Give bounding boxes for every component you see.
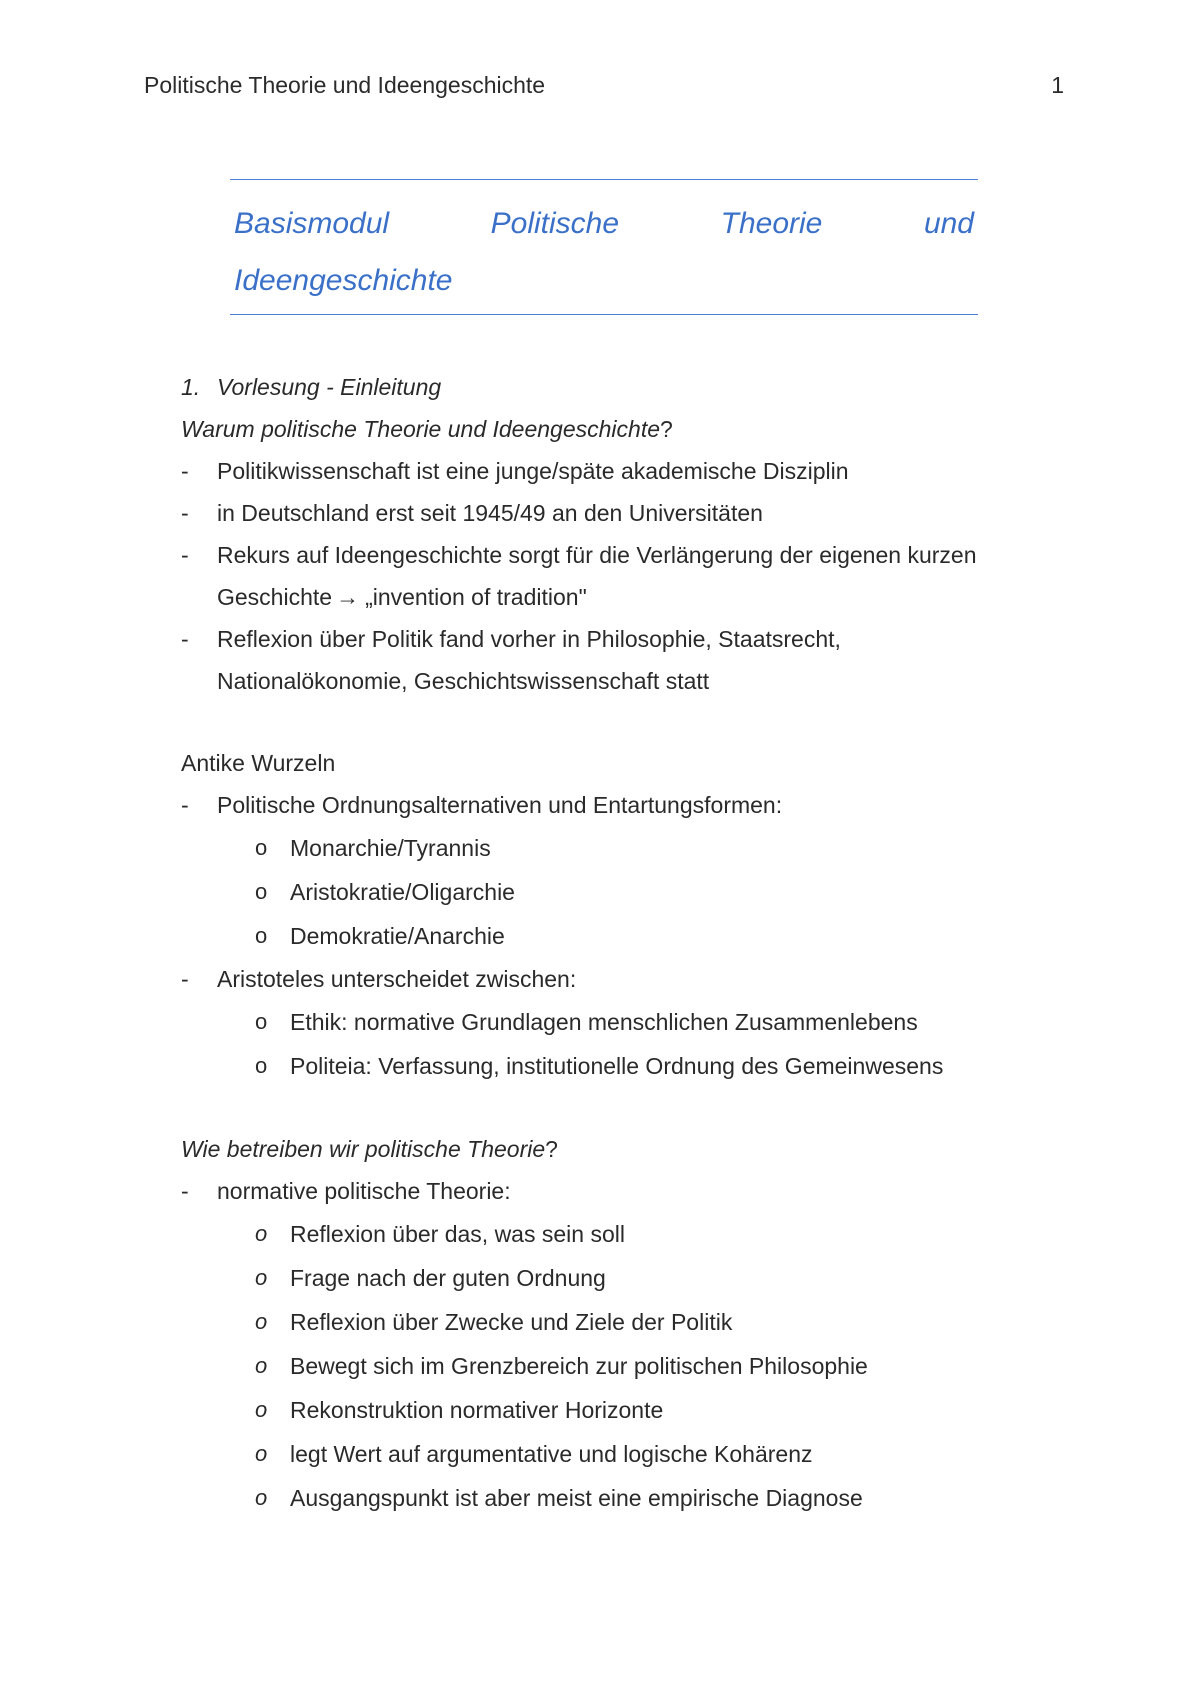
lecture-heading [181, 366, 1061, 408]
list-item-text: in Deutschland erst seit 1945/49 an den Universitäten [217, 500, 763, 526]
title-word: Theorie [720, 207, 823, 240]
sub-list-item-text: legt Wert auf argumentative und logische Kohärenz [290, 1441, 813, 1467]
list-item [181, 958, 1061, 1000]
arrow-right-icon: → [336, 584, 360, 610]
circle-bullet-icon: o [255, 835, 268, 860]
page-number: 1 [1051, 72, 1064, 98]
document-title [230, 179, 978, 315]
document-body [181, 366, 1061, 1520]
sub-list-item-text: Reflexion über das, was sein soll [290, 1221, 625, 1247]
list-item [181, 492, 1061, 534]
list-item-text: Politische Ordnungsalternativen und Entartungsformen: [217, 792, 783, 818]
sub-list-item [181, 1212, 1061, 1256]
list-item-text: Aristoteles unterscheidet zwischen: [217, 966, 577, 992]
circle-bullet-icon: o [255, 1397, 268, 1422]
sub-list-item [181, 1432, 1061, 1476]
circle-bullet-icon: o [255, 879, 268, 904]
sub-list-item [181, 1044, 1061, 1088]
spacer [181, 1088, 1061, 1128]
sub-list-item-text: Politeia: Verfassung, institutionelle Ordnung des Gemeinwesens [290, 1053, 944, 1079]
dash-bullet: - [181, 966, 189, 992]
lecture-number: 1. [181, 374, 201, 400]
circle-bullet-icon: o [255, 1221, 268, 1246]
dash-bullet: - [181, 542, 189, 568]
circle-bullet-icon: o [255, 1265, 268, 1290]
sub-list-item-text: Bewegt sich im Grenzbereich zur politischen Philosophie [290, 1353, 868, 1379]
circle-bullet-icon: o [255, 1353, 268, 1378]
circle-bullet-icon: o [255, 923, 268, 948]
list-item-continuation [181, 576, 1061, 618]
title-line-2 [234, 252, 974, 309]
sub-list-item-text: Monarchie/Tyrannis [290, 835, 491, 861]
sub-list-item [181, 914, 1061, 958]
sub-list-item-text: Demokratie/Anarchie [290, 923, 505, 949]
sub-list-item-text: Reflexion über Zwecke und Ziele der Politik [290, 1309, 733, 1335]
dash-bullet: - [181, 458, 189, 484]
sub-list-item [181, 1388, 1061, 1432]
question-mark: ? [660, 416, 673, 442]
list-item-text: Nationalökonomie, Geschichtswissenschaft statt [217, 668, 710, 694]
list-item-text: normative politische Theorie: [217, 1178, 511, 1204]
sub-list-item-text: Ausgangspunkt ist aber meist eine empirische Diagnose [290, 1485, 863, 1511]
circle-bullet-icon: o [255, 1441, 268, 1466]
sub-list-item [181, 870, 1061, 914]
list-item-text: Politikwissenschaft ist eine junge/späte akademische Disziplin [217, 458, 849, 484]
dash-bullet: - [181, 1178, 189, 1204]
title-word: und [923, 207, 974, 240]
sub-list-item-text: Frage nach der guten Ordnung [290, 1265, 606, 1291]
dash-bullet: - [181, 792, 189, 818]
list-item-text: Geschichte [217, 584, 333, 610]
list-item-text: Reflexion über Politik fand vorher in Philosophie, Staatsrecht, [217, 626, 841, 652]
dash-bullet: - [181, 500, 189, 526]
list-item [181, 618, 1061, 660]
section-heading: Antike Wurzeln [181, 750, 336, 776]
sub-list-item [181, 1300, 1061, 1344]
sub-list-item [181, 1000, 1061, 1044]
list-item [181, 784, 1061, 826]
list-item [181, 534, 1061, 576]
list-item [181, 1170, 1061, 1212]
question-heading [181, 1128, 1061, 1170]
title-word: Basismodul [234, 207, 390, 240]
list-item-text: Rekurs auf Ideengeschichte sorgt für die Verlängerung der eigenen kurzen [217, 542, 977, 568]
question-mark: ? [545, 1136, 558, 1162]
question-heading [181, 408, 1061, 450]
sub-list-item [181, 1476, 1061, 1520]
circle-bullet-icon: o [255, 1009, 268, 1034]
list-item [181, 450, 1061, 492]
circle-bullet-icon: o [255, 1053, 268, 1078]
spacer [181, 702, 1061, 742]
title-word: Ideengeschichte [234, 264, 453, 297]
title-line-1 [234, 195, 974, 252]
sub-list-item-text: Ethik: normative Grundlagen menschlichen Zusammenlebens [290, 1009, 918, 1035]
list-item-continuation [181, 660, 1061, 702]
running-title: Politische Theorie und Ideengeschichte [144, 72, 546, 98]
sub-list-item-text: Rekonstruktion normativer Horizonte [290, 1397, 664, 1423]
sub-list-item [181, 826, 1061, 870]
circle-bullet-icon: o [255, 1485, 268, 1510]
question-text: Wie betreiben wir politische Theorie [181, 1136, 546, 1162]
sub-list-item [181, 1256, 1061, 1300]
circle-bullet-icon: o [255, 1309, 268, 1334]
lecture-title: Vorlesung - Einleitung [217, 374, 442, 400]
dash-bullet: - [181, 626, 189, 652]
sub-list-item [181, 1344, 1061, 1388]
list-item-text: „invention of tradition" [365, 584, 587, 610]
question-text: Warum politische Theorie und Ideengeschichte [181, 416, 661, 442]
title-word: Politische [490, 207, 620, 240]
sub-list-item-text: Aristokratie/Oligarchie [290, 879, 515, 905]
